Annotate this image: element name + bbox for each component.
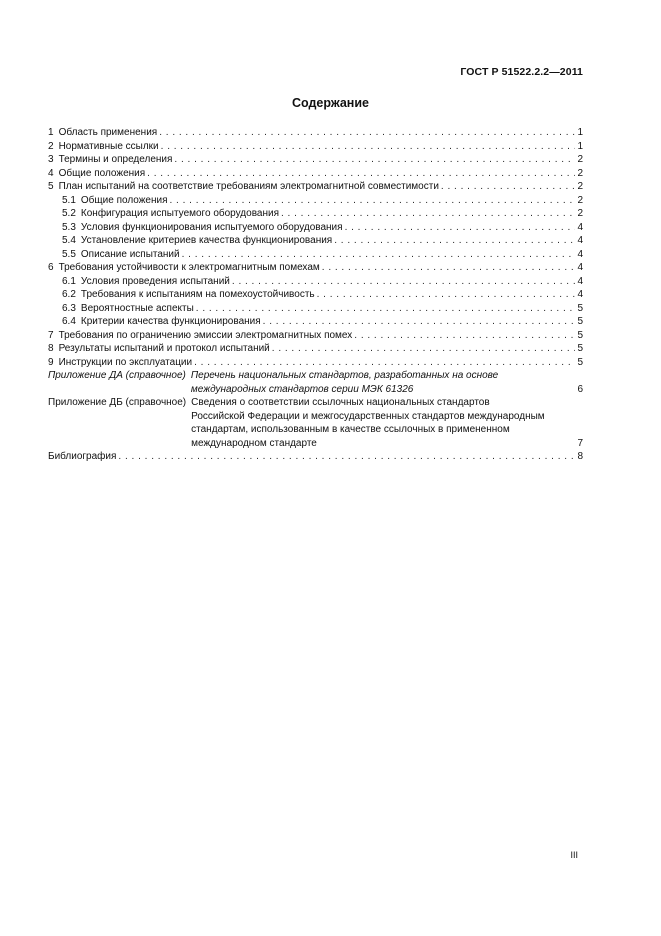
toc-entry[interactable] <box>48 302 583 316</box>
dot-leader <box>263 315 575 329</box>
document-id: ГОСТ Р 51522.2.2—2011 <box>460 66 583 78</box>
toc-entry-number: 6 <box>48 262 54 273</box>
toc-entry-title: План испытаний на соответствие требованиям электромагнитной совместимости <box>58 181 439 192</box>
toc-entry-title: Нормативные ссылки <box>58 140 159 152</box>
toc-entry-page: 2 <box>577 181 583 192</box>
toc-entry-page: 1 <box>577 140 583 152</box>
appendix-db-entry[interactable] <box>48 396 583 450</box>
toc-entry-title: Общие положения <box>80 194 168 206</box>
dot-leader <box>322 261 575 275</box>
toc-entry-number: 5.3 <box>62 221 76 233</box>
dot-leader <box>317 288 575 302</box>
toc-entry[interactable] <box>48 275 583 289</box>
appendix-db-last-line: международном стандарте <box>191 437 317 449</box>
toc-entry-title: Область применения <box>58 127 158 138</box>
toc-entry[interactable] <box>48 180 583 194</box>
appendix-db-label: Приложение ДБ (справочное) <box>48 397 187 408</box>
toc-entry-title: Требования к испытаниям на помехоустойчивость <box>80 289 315 300</box>
toc-entry-title: Условия функционирования испытуемого оборудования <box>80 221 343 233</box>
toc-entry-page: 4 <box>577 248 583 260</box>
dot-leader <box>281 207 575 221</box>
toc-entry-title: Условия проведения испытаний <box>80 275 230 287</box>
dot-leader <box>161 140 575 154</box>
toc-entry-title: Термины и определения <box>58 154 173 165</box>
toc-entry-number: 2 <box>48 140 54 152</box>
toc-entry-page: 1 <box>577 127 583 138</box>
dot-leader <box>272 342 575 356</box>
page-number: III <box>570 850 578 860</box>
dot-leader <box>345 221 575 235</box>
toc-entry-number: 1 <box>48 127 54 138</box>
toc-entry[interactable] <box>48 329 583 343</box>
toc-entry-number: 5.5 <box>62 248 76 260</box>
toc-entry-page: 4 <box>577 275 583 287</box>
toc-entry[interactable] <box>48 288 583 302</box>
toc-entry[interactable] <box>48 126 583 140</box>
toc-entry-number: 7 <box>48 329 54 341</box>
dot-leader <box>174 153 575 167</box>
appendix-db-line: стандартам, использованным в качестве ссылочных в примененном <box>191 424 510 435</box>
dot-leader <box>159 126 575 140</box>
toc-entry-title: Критерии качества функционирования <box>80 316 261 327</box>
toc-entry[interactable] <box>48 261 583 275</box>
toc-entry-number: 3 <box>48 154 54 165</box>
toc-entry-page: 2 <box>577 167 583 179</box>
table-of-contents <box>48 126 583 464</box>
toc-entry-title: Вероятностные аспекты <box>80 302 194 314</box>
toc-entry-title: Требования по ограничению эмиссии электромагнитных помех <box>58 329 353 341</box>
toc-entry-title: Результаты испытаний и протокол испытаний <box>58 343 270 354</box>
appendix-da-entry[interactable] <box>48 369 583 396</box>
toc-entry-page: 2 <box>577 194 583 206</box>
appendix-da-line: Перечень национальных стандартов, разработанных на основе <box>190 370 499 381</box>
toc-entry-title: Установление критериев качества функционирования <box>80 235 333 246</box>
toc-entry-number: 8 <box>48 343 54 354</box>
toc-entry-page: 4 <box>577 221 583 233</box>
toc-entry-number: 5.2 <box>62 208 76 219</box>
toc-entry[interactable] <box>48 140 583 154</box>
bibliography-entry[interactable] <box>48 450 583 464</box>
dot-leader <box>441 180 575 194</box>
toc-entry-page: 5 <box>577 316 583 327</box>
toc-entry-page: 2 <box>577 208 583 219</box>
toc-entry[interactable] <box>48 167 583 181</box>
toc-entry-page: 4 <box>577 235 583 246</box>
toc-entry-number: 6.1 <box>62 275 76 287</box>
toc-entry[interactable] <box>48 221 583 235</box>
toc-entry[interactable] <box>48 207 583 221</box>
toc-entry-page: 5 <box>577 302 583 314</box>
toc-entry-number: 5.4 <box>62 235 76 246</box>
toc-entry-number: 9 <box>48 356 54 368</box>
toc-entry-page: 5 <box>577 329 583 341</box>
toc-entry[interactable] <box>48 342 583 356</box>
appendix-db-line: Сведения о соответствии ссылочных национальных стандартов <box>191 397 490 408</box>
toc-entry-number: 6.4 <box>62 316 76 327</box>
toc-entry[interactable] <box>48 153 583 167</box>
toc-entry-page: 5 <box>577 343 583 354</box>
toc-entry-page: 2 <box>577 154 583 165</box>
dot-leader <box>147 167 575 181</box>
dot-leader <box>182 248 575 262</box>
toc-entry-title: Общие положения <box>58 167 146 179</box>
appendix-db-line: Российской Федерации и межгосударственных стандартов международным <box>191 410 545 422</box>
bibliography-page: 8 <box>577 451 583 462</box>
toc-entry-number: 5 <box>48 181 54 192</box>
dot-leader <box>196 302 575 316</box>
toc-entry-number: 4 <box>48 167 54 179</box>
toc-entry-title: Описание испытаний <box>80 248 180 260</box>
dot-leader <box>170 194 576 208</box>
toc-entry[interactable] <box>48 194 583 208</box>
toc-entry-page: 5 <box>577 356 583 368</box>
dot-leader <box>334 234 575 248</box>
appendix-db-page: 7 <box>577 437 583 449</box>
page-title: Содержание <box>291 96 369 110</box>
toc-entry-title: Требования устойчивости к электромагнитным помехам <box>58 262 320 273</box>
dot-leader <box>354 329 575 343</box>
toc-entry-title: Инструкции по эксплуатации <box>58 356 193 368</box>
appendix-da-last-line: международных стандартов серии МЭК 61326 <box>190 383 414 395</box>
appendix-da-page: 6 <box>577 383 583 395</box>
toc-entry[interactable] <box>48 356 583 370</box>
dot-leader <box>194 356 575 370</box>
toc-entry-number: 5.1 <box>62 194 76 206</box>
toc-entry-page: 4 <box>577 262 583 273</box>
dot-leader <box>232 275 575 289</box>
toc-entry-title: Конфигурация испытуемого оборудования <box>80 208 279 219</box>
dot-leader <box>118 450 575 464</box>
toc-entry-page: 4 <box>577 289 583 300</box>
bibliography-label: Библиография <box>48 451 117 462</box>
appendix-da-label: Приложение ДА (справочное) <box>48 370 186 381</box>
toc-entry-number: 6.2 <box>62 289 76 300</box>
toc-entry[interactable] <box>48 234 583 248</box>
toc-entry-number: 6.3 <box>62 302 76 314</box>
toc-entry[interactable] <box>48 315 583 329</box>
toc-entry[interactable] <box>48 248 583 262</box>
